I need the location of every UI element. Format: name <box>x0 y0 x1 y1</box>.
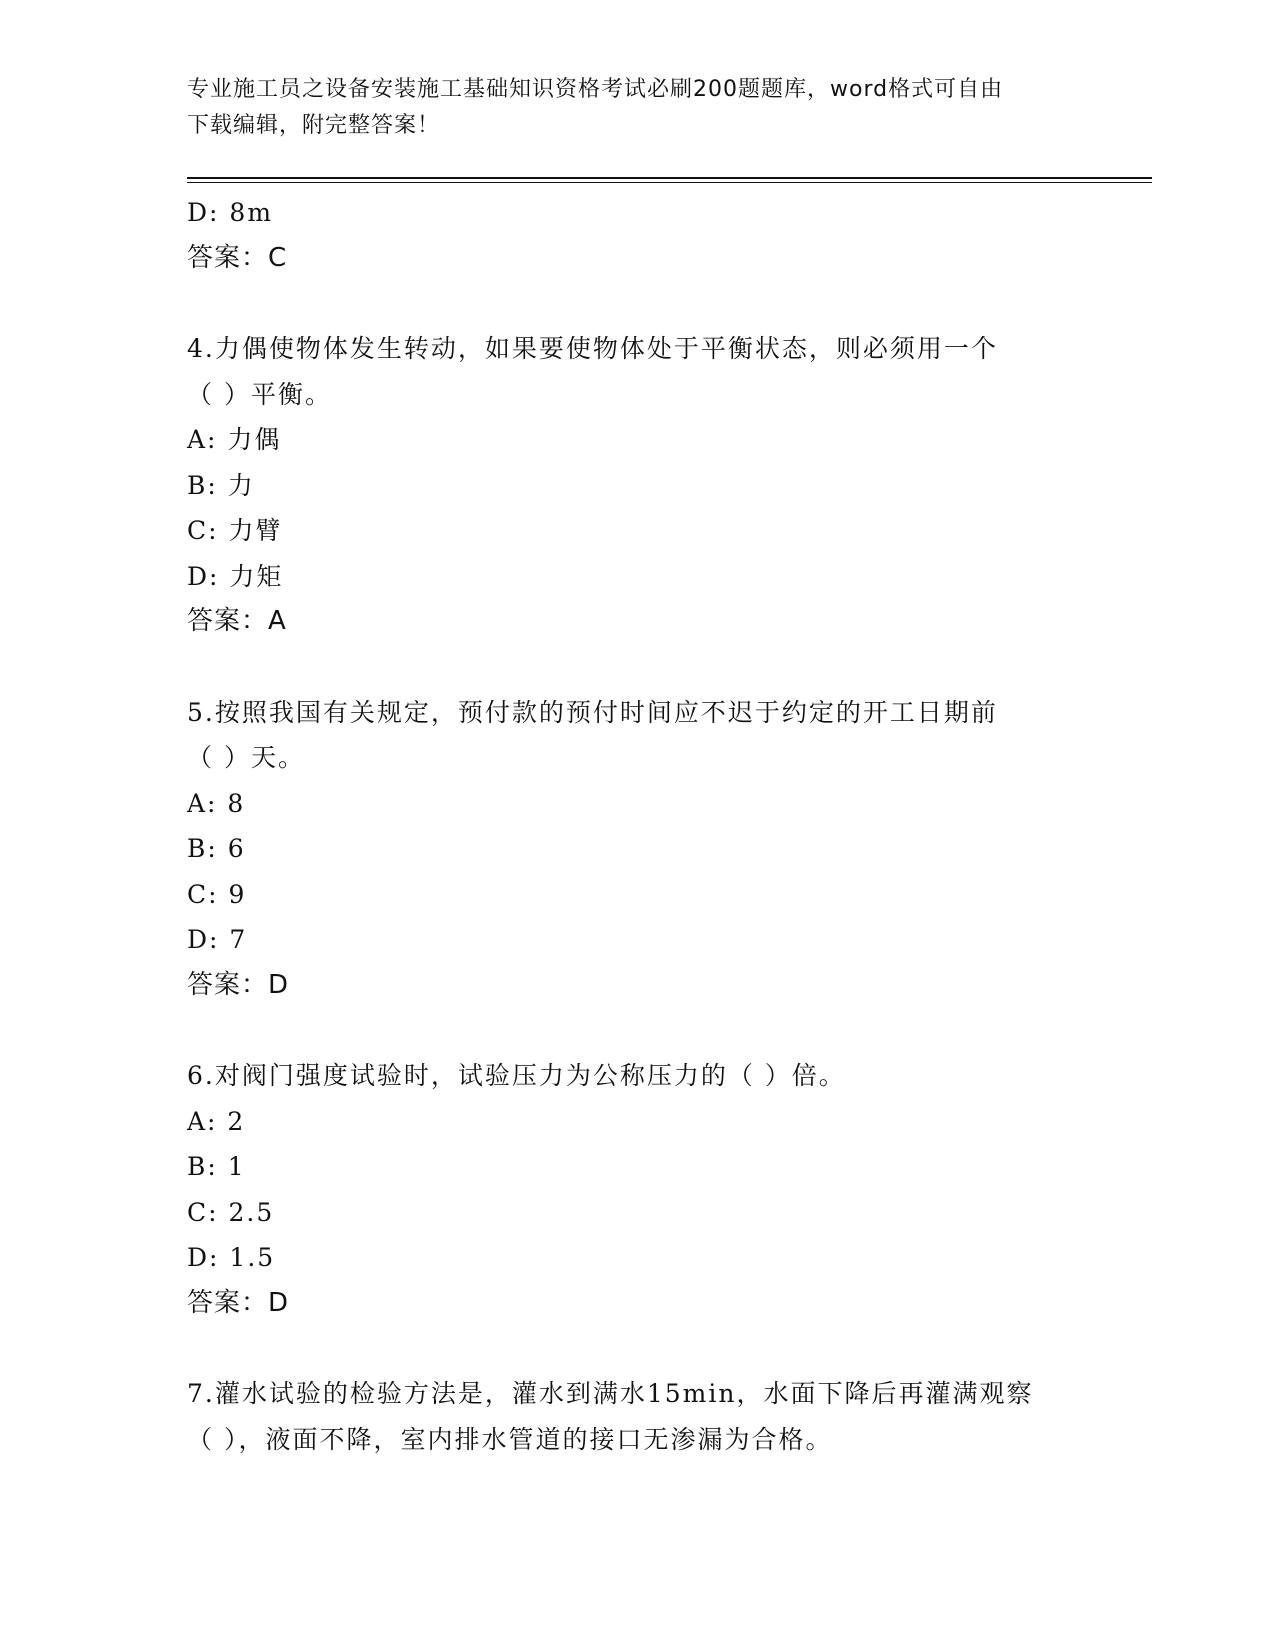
document-header <box>187 72 1087 144</box>
question-6-text-1: 6.对阀门强度试验时，试验压力为公称压力的（ ）倍。 <box>187 1061 846 1090</box>
question-5 <box>187 690 1107 1009</box>
question-list <box>187 190 1107 1462</box>
prev-answer: 答案：C <box>187 242 288 273</box>
question-5-answer: 答案：D <box>187 969 290 1000</box>
question-6-option-d: D: 1.5 <box>187 1243 276 1272</box>
question-6-option-a: A: 2 <box>187 1106 246 1136</box>
question-4-option-d: D: 力矩 <box>187 561 284 591</box>
header-line-1: 专业施工员之设备安装施工基础知识资格考试必刷200题题库，word格式可自由 <box>187 77 1004 102</box>
question-4-text-1: 4.力偶使物体发生转动，如果要使物体处于平衡状态，则必须用一个 <box>187 334 998 363</box>
question-5-option-b: B: 6 <box>187 834 246 863</box>
header-line-2: 下载编辑，附完整答案！ <box>187 113 441 138</box>
header-rule-thick <box>187 177 1152 179</box>
question-4 <box>187 326 1107 645</box>
question-4-option-a: A: 力偶 <box>187 425 282 454</box>
question-5-text-2: （ ）天。 <box>187 743 305 772</box>
question-5-option-d: D: 7 <box>187 925 248 954</box>
question-4-option-c: C: 力臂 <box>187 516 283 545</box>
question-5-text-1: 5.按照我国有关规定，预付款的预付时间应不迟于约定的开工日期前 <box>187 697 998 727</box>
spacer <box>187 1008 1107 1053</box>
question-7-text-2: （ ），液面不降，室内排水管道的接口无渗漏为合格。 <box>187 1424 833 1454</box>
question-6-option-b: B: 1 <box>187 1152 246 1181</box>
question-7 <box>187 1371 1107 1462</box>
spacer <box>187 1326 1107 1371</box>
question-4-option-b: B: 力 <box>187 470 255 500</box>
question-4-answer: 答案：A <box>187 606 287 636</box>
question-7-text-1: 7.灌水试验的检验方法是，灌水到满水15min，水面下降后再灌满观察 <box>187 1379 1034 1408</box>
spacer <box>187 281 1107 326</box>
header-rule-thin <box>187 182 1152 183</box>
question-4-text-2: （ ）平衡。 <box>187 379 332 409</box>
question-5-option-a: A: 8 <box>187 788 246 818</box>
question-6 <box>187 1053 1107 1326</box>
prev-option-d: D: 8m <box>187 198 274 227</box>
question-6-option-c: C: 2.5 <box>187 1197 275 1227</box>
question-6-answer: 答案：D <box>187 1287 290 1318</box>
spacer <box>187 645 1107 690</box>
question-5-option-c: C: 9 <box>187 879 247 909</box>
